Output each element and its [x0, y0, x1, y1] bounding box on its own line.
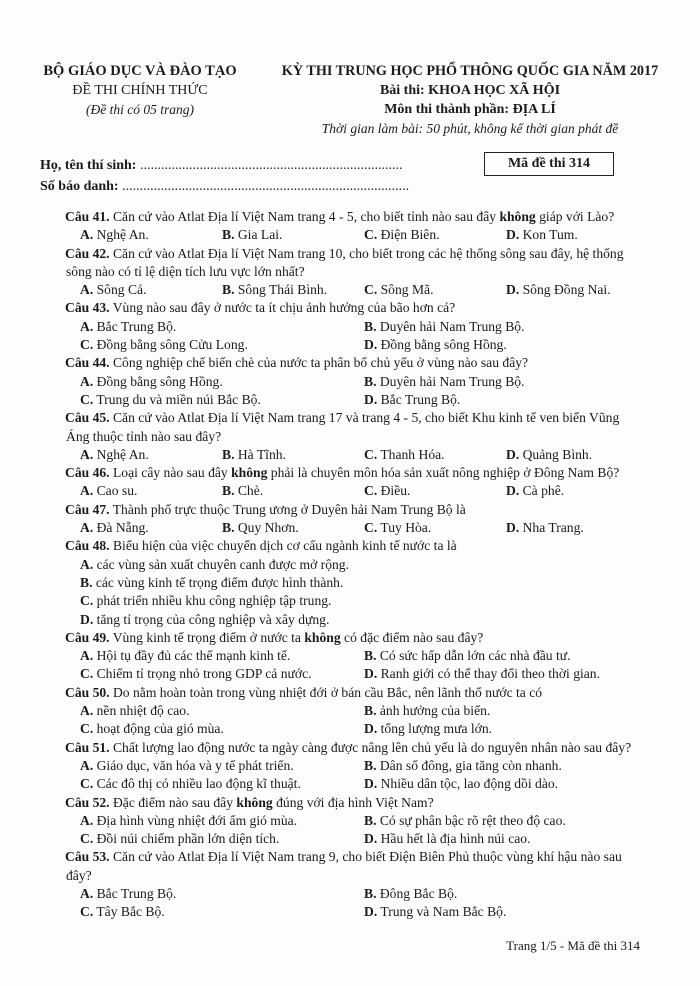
- page-footer: Trang 1/5 - Mã đề thi 314: [506, 938, 640, 953]
- answer-option: [364, 885, 457, 903]
- option-text: tổng lượng mưa lớn.: [377, 721, 493, 737]
- option-letter: A.: [80, 556, 94, 572]
- answer-option: [80, 885, 176, 903]
- option-letter: A.: [80, 885, 94, 901]
- option-text: Duyên hải Nam Trung Bộ.: [376, 318, 525, 334]
- option-text: Bắc Trung Bộ.: [93, 318, 177, 334]
- answer-option: [364, 757, 562, 775]
- question-negation: không: [236, 794, 273, 810]
- option-letter: B.: [222, 227, 235, 243]
- answer-option: [80, 226, 149, 244]
- candidate-id-row: [40, 176, 409, 197]
- options-row: [66, 885, 646, 903]
- question-text: Công nghiệp chế biến chè của nước ta phân bố chủ yếu ở vùng nào sau đây?: [109, 355, 529, 371]
- option-letter: B.: [364, 757, 377, 773]
- option-text: Có sự phân bậc rõ rệt theo độ cao.: [376, 812, 566, 828]
- option-letter: D.: [364, 904, 378, 920]
- option-letter: B.: [364, 648, 377, 664]
- question-stem: [66, 794, 646, 812]
- option-letter: A.: [80, 812, 94, 828]
- option-letter: C.: [80, 666, 94, 682]
- question-number: Câu 51.: [65, 739, 110, 755]
- answer-option: [364, 830, 530, 848]
- question-block: [66, 848, 646, 921]
- option-letter: D.: [506, 483, 520, 499]
- option-text: Quảng Bình.: [519, 446, 593, 462]
- option-letter: D.: [364, 337, 378, 353]
- option-letter: A.: [80, 227, 94, 243]
- question-block: [66, 684, 646, 739]
- question-text: Căn cứ vào Atlat Địa lí Việt Nam trang 10, cho biết trong các hệ thống sông sau đây, hệ thống sông nào có tỉ lệ diện tích lưu vực lớn nhất?: [66, 245, 624, 279]
- question-text-end: phải là chuyên môn hóa sản xuất nông nghiệp ở Đông Nam Bộ?: [267, 465, 620, 481]
- option-letter: C.: [364, 282, 378, 298]
- option-letter: C.: [80, 831, 94, 847]
- question-number: Câu 50.: [65, 684, 110, 700]
- option-text: Nha Trang.: [519, 520, 584, 536]
- question-block: [66, 464, 646, 501]
- option-letter: B.: [364, 318, 377, 334]
- option-letter: C.: [364, 520, 378, 536]
- option-letter: C.: [364, 446, 378, 462]
- option-text: Sông Thái Bình.: [234, 282, 328, 298]
- exam-title: KỲ THI TRUNG HỌC PHỔ THÔNG QUỐC GIA NĂM 2017: [281, 63, 659, 79]
- option-text: Tuy Hòa.: [377, 520, 432, 536]
- option-text: Ranh giới có thể thay đổi theo thời gian.: [377, 666, 600, 682]
- option-letter: D.: [506, 446, 520, 462]
- option-text: các vùng sản xuất chuyên canh được mở rộng.: [93, 556, 349, 572]
- candidate-info: [40, 155, 409, 197]
- option-text: Gia Lai.: [234, 227, 283, 243]
- option-letter: C.: [80, 593, 94, 609]
- option-text: Địa hình vùng nhiệt đới ẩm gió mùa.: [93, 812, 298, 828]
- question-text: Căn cứ vào Atlat Địa lí Việt Nam trang 17 và trang 4 - 5, cho biết Khu kinh tế ven biển Vũng Áng thuộc tỉnh nào sau đây?: [66, 410, 620, 444]
- question-text: Chất lượng lao động nước ta ngày càng được nâng lên chủ yếu là do nguyên nhân nào sau đây?: [109, 739, 632, 755]
- option-text: các vùng kinh tế trọng điểm được hình thành.: [92, 574, 344, 590]
- question-number: Câu 44.: [65, 355, 110, 371]
- question-stem: [66, 501, 646, 519]
- question-stem: [66, 739, 646, 757]
- exam-subject: Bài thi: KHOA HỌC XÃ HỘI: [379, 83, 561, 98]
- option-letter: C.: [80, 904, 94, 920]
- option-text: Sông Mã.: [377, 282, 434, 298]
- question-stem: [66, 848, 646, 885]
- question-number: Câu 42.: [65, 245, 110, 261]
- option-letter: C.: [364, 227, 378, 243]
- option-letter: C.: [364, 483, 378, 499]
- candidate-name-label: Họ, tên thí sinh:: [40, 158, 137, 173]
- option-letter: B.: [222, 520, 235, 536]
- option-letter: D.: [506, 520, 520, 536]
- answer-option: [80, 519, 149, 537]
- answer-option: [222, 226, 282, 244]
- question-number: Câu 47.: [65, 501, 110, 517]
- option-letter: B.: [364, 703, 377, 719]
- header-right: [270, 62, 670, 138]
- option-text: Bắc Trung Bộ.: [377, 391, 461, 407]
- question-stem: [66, 245, 646, 282]
- question-text-end: có đặc điểm nào sau đây?: [340, 629, 484, 645]
- answer-option: [364, 519, 431, 537]
- question-stem: [66, 464, 646, 482]
- option-letter: B.: [364, 885, 377, 901]
- question-block: [66, 299, 646, 354]
- option-letter: B.: [364, 812, 377, 828]
- answer-option: [80, 557, 349, 572]
- exam-duration: Thời gian làm bài: 50 phút, không kể thời gian phát đề: [321, 121, 619, 136]
- option-letter: C.: [80, 337, 94, 353]
- option-text: Nghệ An.: [93, 227, 149, 243]
- answer-option: [80, 593, 331, 608]
- answer-option: [80, 336, 248, 354]
- option-letter: D.: [364, 776, 378, 792]
- option-letter: D.: [364, 391, 378, 407]
- options-row: [66, 720, 646, 738]
- answer-option: [364, 336, 507, 354]
- question-negation: không: [499, 209, 536, 224]
- question-text-end: đúng với địa hình Việt Nam?: [272, 794, 434, 810]
- options-row: [66, 665, 646, 683]
- answer-option: [80, 812, 297, 830]
- option-text: Sông Cả.: [93, 282, 147, 298]
- option-text: phát triển nhiều khu công nghiệp tập trung.: [93, 593, 332, 609]
- options-row: [66, 519, 646, 537]
- answer-option: [80, 903, 165, 921]
- option-text: Đồng bằng sông Cửu Long.: [93, 337, 248, 353]
- option-text: hoạt động của gió mùa.: [93, 721, 224, 737]
- option-text: ảnh hưởng của biển.: [376, 703, 491, 719]
- answer-option: [80, 647, 290, 665]
- question-stem: [66, 354, 646, 372]
- option-text: Hội tụ đầy đủ các thế mạnh kinh tế.: [93, 648, 291, 664]
- option-text: Đông Bắc Bộ.: [376, 885, 458, 901]
- option-letter: B.: [222, 282, 235, 298]
- option-text: Điện Biên.: [377, 227, 440, 243]
- option-text: Trung và Nam Bắc Bộ.: [377, 904, 507, 920]
- question-number: Câu 52.: [65, 794, 110, 810]
- candidate-id-label: Số báo danh:: [40, 179, 119, 194]
- answer-option: [80, 318, 176, 336]
- options-row: [66, 318, 646, 336]
- candidate-id-dots: ..................................................................................: [122, 179, 410, 194]
- question-text-end: giáp với Lào?: [535, 209, 615, 224]
- answer-option: [80, 720, 224, 738]
- answer-option: [364, 702, 490, 720]
- options-row: [66, 830, 646, 848]
- option-letter: A.: [80, 483, 94, 499]
- answer-option: [364, 812, 566, 830]
- option-text: Cao su.: [93, 483, 138, 499]
- option-text: Kon Tum.: [519, 227, 578, 243]
- option-letter: D.: [364, 831, 378, 847]
- answer-option: [364, 482, 410, 500]
- question-text: Vùng nào sau đây ở nước ta ít chịu ảnh hưởng của bão hơn cả?: [109, 300, 456, 316]
- option-letter: B.: [80, 574, 93, 590]
- question-list: [66, 208, 646, 922]
- option-text: Tây Bắc Bộ.: [93, 904, 165, 920]
- answer-option: [506, 519, 584, 537]
- options-row: [66, 373, 646, 391]
- ministry-name: BỘ GIÁO DỤC VÀ ĐÀO TẠO: [43, 63, 237, 79]
- option-letter: A.: [80, 648, 94, 664]
- options-row: [66, 336, 646, 354]
- question-negation: không: [231, 465, 268, 481]
- option-text: Chiếm tỉ trọng nhỏ trong GDP cả nước.: [93, 666, 312, 682]
- answer-option: [506, 226, 578, 244]
- options-row: [66, 482, 646, 500]
- option-text: nền nhiệt độ cao.: [93, 703, 190, 719]
- option-letter: A.: [80, 373, 94, 389]
- question-text: Loại cây nào sau đây: [109, 465, 232, 481]
- question-text: Do nằm hoàn toàn trong vùng nhiệt đới ở bán cầu Bắc, nên lãnh thổ nước ta có: [109, 684, 543, 700]
- option-text: Quy Nhơn.: [234, 520, 299, 536]
- option-letter: A.: [80, 703, 94, 719]
- options-row: [66, 702, 646, 720]
- question-block: [66, 537, 646, 628]
- answer-option: [364, 226, 440, 244]
- question-block: [66, 409, 646, 464]
- options-row: [66, 556, 646, 574]
- option-text: Giáo dục, văn hóa và y tế phát triển.: [93, 757, 294, 773]
- answer-option: [80, 373, 223, 391]
- options-row: [66, 226, 646, 244]
- question-stem: [66, 629, 646, 647]
- option-text: Sông Đồng Nai.: [519, 282, 611, 298]
- option-text: Điều.: [377, 483, 411, 499]
- question-text: Thành phố trực thuộc Trung ương ở Duyên hải Nam Trung Bộ là: [109, 501, 466, 517]
- options-row: [66, 391, 646, 409]
- answer-option: [222, 281, 327, 299]
- answer-option: [222, 446, 286, 464]
- question-number: Câu 41.: [65, 209, 110, 224]
- option-text: Thanh Hóa.: [377, 446, 445, 462]
- option-text: Đồng bằng sông Hồng.: [93, 373, 223, 389]
- answer-option: [364, 775, 558, 793]
- option-text: Có sức hấp dẫn lớn các nhà đầu tư.: [376, 648, 571, 664]
- answer-option: [80, 391, 261, 409]
- option-letter: A.: [80, 446, 94, 462]
- answer-option: [506, 446, 592, 464]
- option-text: Đồng bằng sông Hồng.: [377, 337, 507, 353]
- option-text: Chè.: [234, 483, 264, 499]
- option-letter: D.: [364, 666, 378, 682]
- question-block: [66, 245, 646, 300]
- option-letter: B.: [364, 373, 377, 389]
- option-letter: A.: [80, 520, 94, 536]
- question-text: Vùng kinh tế trọng điểm ở nước ta: [109, 629, 305, 645]
- option-letter: D.: [506, 227, 520, 243]
- options-row: [66, 592, 646, 610]
- option-letter: B.: [222, 446, 235, 462]
- answer-option: [364, 373, 525, 391]
- question-stem: [66, 537, 646, 555]
- option-letter: C.: [80, 721, 94, 737]
- option-letter: A.: [80, 318, 94, 334]
- option-text: Cà phê.: [519, 483, 565, 499]
- answer-option: [80, 281, 146, 299]
- question-block: [66, 354, 646, 409]
- answer-option: [80, 702, 189, 720]
- question-number: Câu 43.: [65, 300, 110, 316]
- answer-option: [364, 903, 506, 921]
- header-left: [40, 62, 240, 119]
- options-row: [66, 757, 646, 775]
- option-letter: A.: [80, 757, 94, 773]
- answer-option: [80, 830, 279, 848]
- option-letter: B.: [222, 483, 235, 499]
- question-block: [66, 794, 646, 849]
- answer-option: [364, 720, 492, 738]
- question-block: [66, 629, 646, 684]
- question-number: Câu 46.: [65, 465, 110, 481]
- option-text: Các đô thị có nhiều lao động kĩ thuật.: [93, 776, 301, 792]
- option-text: Đà Nẵng.: [93, 520, 149, 536]
- answer-option: [506, 482, 564, 500]
- answer-option: [80, 482, 137, 500]
- option-text: Bắc Trung Bộ.: [93, 885, 177, 901]
- answer-option: [364, 446, 445, 464]
- option-letter: D.: [364, 721, 378, 737]
- question-number: Câu 53.: [65, 849, 110, 865]
- option-letter: D.: [80, 611, 94, 627]
- options-row: [66, 812, 646, 830]
- exam-component: Môn thi thành phần: ĐỊA LÍ: [384, 102, 556, 117]
- question-negation: không: [304, 629, 341, 645]
- question-block: [66, 208, 646, 245]
- official-exam-label: ĐỀ THI CHÍNH THỨC: [72, 83, 208, 98]
- question-text: Căn cứ vào Atlat Địa lí Việt Nam trang 4 - 5, cho biết tỉnh nào sau đây: [109, 209, 500, 224]
- option-text: Hầu hết là địa hình núi cao.: [377, 831, 531, 847]
- page-count-note: (Đề thi có 05 trang): [86, 102, 194, 117]
- options-row: [66, 903, 646, 921]
- question-stem: [66, 684, 646, 702]
- answer-option: [364, 665, 600, 683]
- answer-option: [364, 647, 571, 665]
- exam-code-box: Mã đề thi 314: [484, 152, 614, 176]
- answer-option: [364, 391, 460, 409]
- answer-option: [364, 281, 434, 299]
- option-letter: A.: [80, 282, 94, 298]
- answer-option: [222, 482, 263, 500]
- answer-option: [80, 446, 149, 464]
- question-number: Câu 49.: [65, 629, 110, 645]
- options-row: [66, 775, 646, 793]
- question-block: [66, 501, 646, 538]
- answer-option: [80, 612, 329, 627]
- question-stem: [66, 208, 646, 226]
- answer-option: [80, 575, 343, 590]
- options-row: [66, 574, 646, 592]
- option-letter: C.: [80, 391, 94, 407]
- options-row: [66, 446, 646, 464]
- question-number: Câu 48.: [65, 538, 110, 554]
- options-row: [66, 611, 646, 629]
- option-text: Hà Tĩnh.: [234, 446, 286, 462]
- options-row: [66, 281, 646, 299]
- option-text: Trung du và miền núi Bắc Bộ.: [93, 391, 261, 407]
- option-text: Duyên hải Nam Trung Bộ.: [376, 373, 525, 389]
- question-stem: [66, 299, 646, 317]
- option-text: tăng tỉ trọng của công nghiệp và xây dựng.: [93, 611, 330, 627]
- question-block: [66, 739, 646, 794]
- options-row: [66, 647, 646, 665]
- option-text: Nghệ An.: [93, 446, 149, 462]
- question-text: Biểu hiện của việc chuyển dịch cơ cấu ngành kinh tế nước ta là: [109, 538, 457, 554]
- answer-option: [80, 665, 312, 683]
- answer-option: [222, 519, 299, 537]
- question-text: Căn cứ vào Atlat Địa lí Việt Nam trang 9, cho biết Điện Biên Phủ thuộc vùng khí hậu nào sau đây?: [66, 849, 622, 883]
- answer-option: [80, 757, 294, 775]
- option-text: Đồi núi chiếm phần lớn diện tích.: [93, 831, 280, 847]
- question-stem: [66, 409, 646, 446]
- option-letter: D.: [506, 282, 520, 298]
- answer-option: [506, 281, 611, 299]
- option-text: Dân số đông, gia tăng còn nhanh.: [376, 757, 562, 773]
- answer-option: [364, 318, 525, 336]
- option-letter: C.: [80, 776, 94, 792]
- question-text: Đặc điểm nào sau đây: [109, 794, 237, 810]
- option-text: Nhiều dân tộc, lao động dồi dào.: [377, 776, 559, 792]
- question-number: Câu 45.: [65, 410, 110, 426]
- candidate-name-row: [40, 155, 409, 176]
- candidate-name-dots: ...........................................................................: [139, 158, 403, 173]
- answer-option: [80, 775, 301, 793]
